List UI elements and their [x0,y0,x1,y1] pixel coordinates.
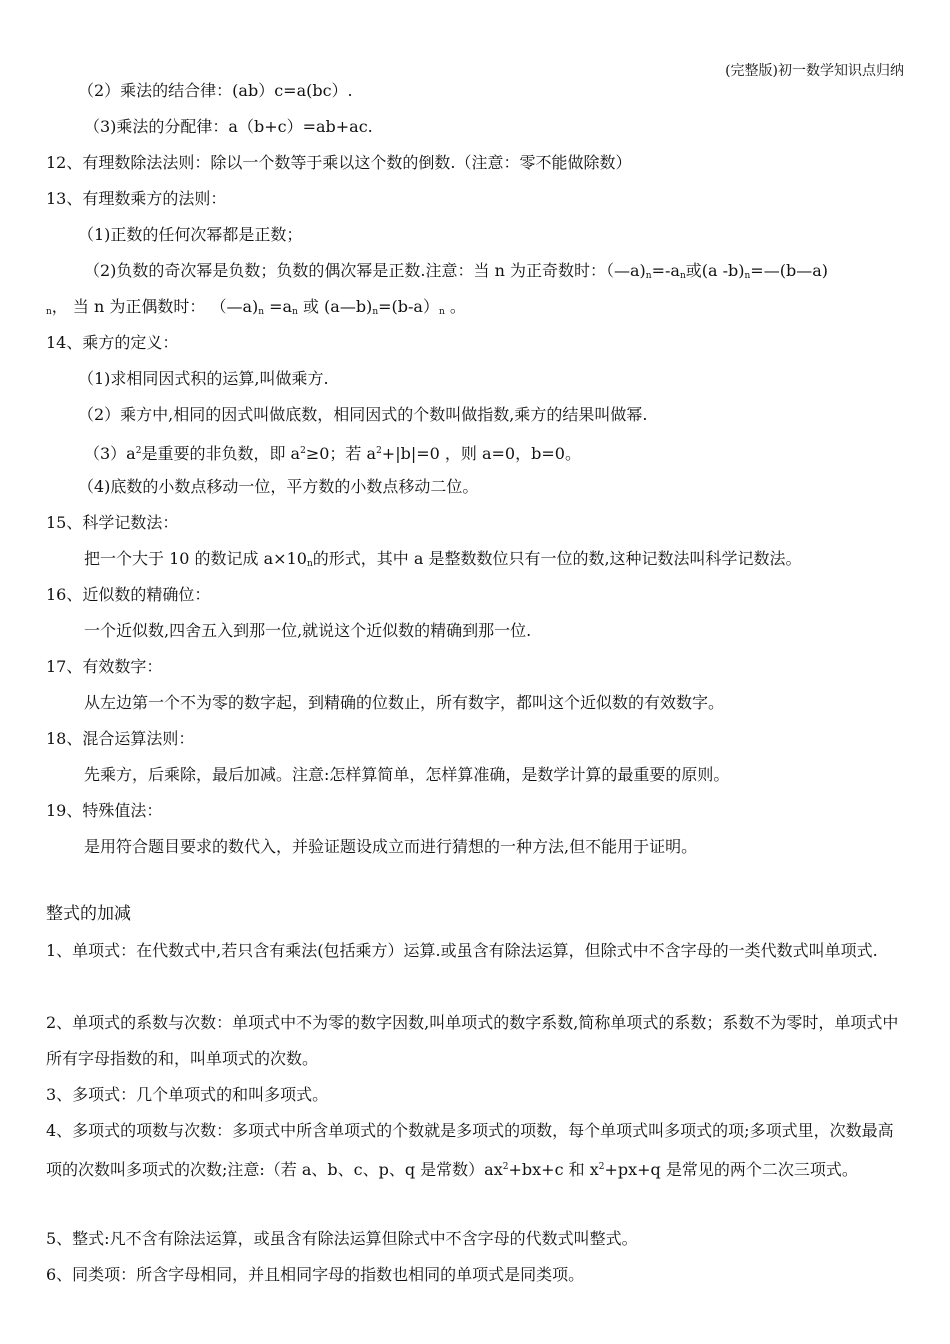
paragraph: 3、多项式：几个单项式的和叫多项式。 [46,1085,329,1104]
exponent: n [46,307,52,317]
exponent: 2 [300,446,306,456]
text-line [84,440,581,465]
text-run: 4、多项式的项数与次数：多项式中所含单项式的个数就是多项式的项数，每个单项式叫多项式的项;多项式里，次数最高项的次数叫多项式的次数;注意:（若 a、b、c、p、q 是常数）ax [46,1121,894,1179]
text-run: 把一个大于 10 的数记成 a×10 [84,549,307,568]
text-line: 18、混合运算法则： [46,729,195,748]
text-run: 。 [444,297,466,316]
text-run: 的形式，其中 a 是整数数位只有一位的数,这种记数法叫科学记数法。 [312,549,802,568]
text-line: （1)正数的任何次幂都是正数； [78,225,303,244]
exponent: n [645,271,652,281]
text-line: 16、近似数的精确位： [46,585,211,604]
exponent: 2 [376,446,382,456]
text-line: （1)求相同因式积的运算,叫做乘方. [78,369,329,388]
exponent: n [679,271,686,281]
text-line: 14、乘方的定义： [46,333,179,352]
text-run: =(b-a） [378,297,439,316]
text-line: （4)底数的小数点移动一位，平方数的小数点移动二位。 [78,477,479,496]
paragraph: 5、整式:凡不含有除法运算，或虽含有除法运算但除式中不含字母的代数式叫整式。 [46,1229,638,1248]
paragraph: 1、单项式：在代数式中,若只含有乘法(包括乘方）运算.或虽含有除法运算，但除式中不含字母的一类代数式叫单项式. [46,941,878,960]
text-line: 一个近似数,四舍五入到那一位,就说这个近似数的精确到那一位. [84,621,532,640]
text-run: +px+q 是常见的两个二次三项式。 [604,1160,858,1179]
exponent: n [744,271,751,281]
text-line: 从左边第一个不为零的数字起，到精确的位数止，所有数字，都叫这个近似数的有效数字。 [84,693,725,712]
exponent: n [372,307,379,317]
text-run: =—(b—a) [750,261,828,280]
exponent: 2 [502,1162,509,1172]
exponent: n [258,307,265,317]
exponent: 2 [135,446,142,456]
text-run: ， 当 n 为正偶数时： （—a) [51,297,259,316]
text-line: 12、有理数除法法则：除以一个数等于乘以这个数的倒数.（注意：零不能做除数） [46,153,632,172]
exponent: n [292,307,298,317]
text-line [46,296,466,323]
text-line: 是用符合题目要求的数代入，并验证题设成立而进行猜想的一种方法,但不能用于证明。 [84,837,698,856]
exponent: n [306,559,313,569]
text-line: 先乘方，后乘除，最后加减。注意:怎样算简单，怎样算准确，是数学计算的最重要的原则。 [84,765,730,784]
section-heading: 整式的加减 [46,904,131,924]
text-line: （2）乘法的结合律：(ab）c=a(bc）. [78,81,353,100]
exponent: 2 [598,1162,605,1172]
text-run: 是重要的非负数，即 a [141,444,301,463]
text-line [84,260,828,287]
paragraph [46,1113,904,1188]
text-line: （3)乘法的分配律：a（b+c）=ab+ac. [84,117,373,136]
text-line: 19、特殊值法： [46,801,163,820]
text-run: （3）a [84,444,136,463]
exponent: n [438,307,445,317]
text-run: +|b|=0 ，则 a=0，b=0。 [381,444,581,463]
text-run: =a [264,297,293,316]
text-run: ≥0；若 a [305,444,377,463]
text-line: （2）乘方中,相同的因式叫做底数，相同因式的个数叫做指数,乘方的结果叫做幂. [78,405,648,424]
text-run: 或(a -b) [685,261,745,280]
paragraph: 6、同类项：所含字母相同，并且相同字母的指数也相同的单项式是同类项。 [46,1265,585,1284]
text-run: =-a [651,261,680,280]
text-run: +bx+c 和 x [508,1160,599,1179]
text-line: 13、有理数乘方的法则： [46,189,227,208]
text-run: （2)负数的奇次幂是负数；负数的偶次幂是正数.注意：当 n 为正奇数时：（—a) [84,261,646,280]
text-line [84,548,802,575]
page-header: (完整版)初一数学知识点归纳 [725,63,904,79]
text-run: 或 (a—b) [297,297,373,316]
paragraph: 2、单项式的系数与次数：单项式中不为零的数字因数,叫单项式的数字系数,简称单项式的系数；系数不为零时，单项式中所有字母指数的和，叫单项式的次数。 [46,1013,899,1068]
text-line: 17、有效数字： [46,657,163,676]
text-line: 15、科学记数法： [46,513,179,532]
